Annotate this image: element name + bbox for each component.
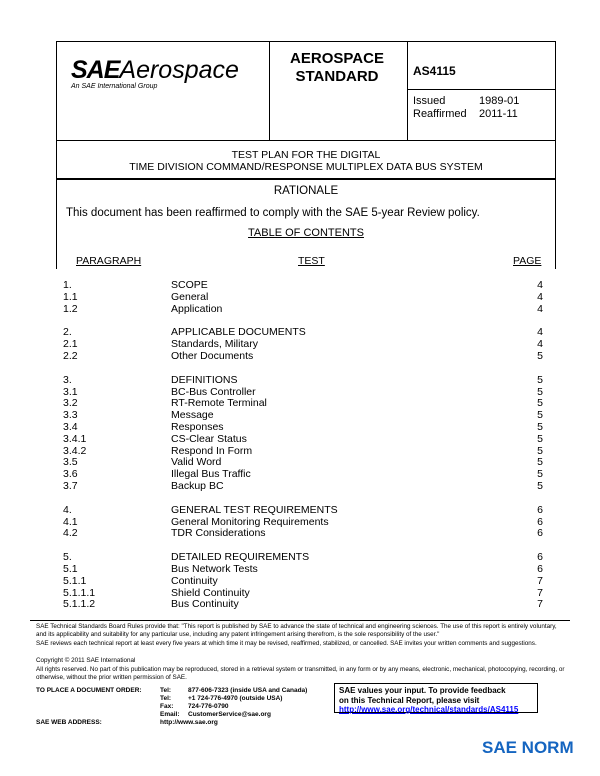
toc-row: [63, 280, 543, 291]
toc-paragraph: 1.: [63, 279, 72, 291]
toc-test: Standards, Military: [171, 338, 258, 351]
issued-date: 1989-01: [479, 95, 520, 107]
toc-page: 4: [537, 338, 543, 351]
toc-test: GENERAL TEST REQUIREMENTS: [171, 503, 338, 516]
toc-row: [63, 434, 543, 445]
toc-row: [63, 599, 543, 610]
tel-label: Tel:: [160, 687, 172, 694]
toc-paragraph: 4.2: [63, 527, 78, 540]
issued-label: Issued: [413, 95, 446, 107]
reaffirmed-date: 2011-11: [479, 108, 518, 120]
toc-row: [63, 528, 543, 539]
toc-page: 7: [537, 598, 543, 611]
rationale-heading: RATIONALE: [273, 185, 339, 197]
feedback-link[interactable]: http://www.sae.org/technical/standards/AS4115: [339, 705, 519, 714]
document-type: AEROSPACE STANDARD: [290, 50, 384, 85]
tel2-label: Tel:: [160, 695, 172, 702]
sae-norm-brand: SAE NORM: [482, 738, 574, 757]
email-value[interactable]: CustomerService@sae.org: [188, 711, 271, 718]
toc-row: [63, 564, 543, 575]
toc-row: [63, 588, 543, 599]
toc-title: TABLE OF CONTENTS: [248, 227, 364, 239]
toc-paragraph: 5.1.1: [63, 574, 87, 587]
document-number: AS4115: [413, 64, 456, 78]
toc-test: BC-Bus Controller: [171, 385, 256, 398]
order-label: TO PLACE A DOCUMENT ORDER:: [36, 687, 142, 694]
toc-row: [63, 387, 543, 398]
toc-test: SCOPE: [171, 279, 208, 291]
toc-paragraph: 1.1: [63, 290, 78, 303]
toc-row: [63, 446, 543, 457]
toc-row: [63, 481, 543, 492]
section-divider: [57, 179, 555, 180]
toc-test: TDR Considerations: [171, 527, 266, 540]
toc-page: 5: [537, 468, 543, 481]
toc-test: Valid Word: [171, 456, 222, 469]
toc-paragraph: 3.4.2: [63, 444, 87, 457]
sae-aerospace-logo: SAEAerospace: [71, 56, 239, 84]
toc-page: 5: [537, 421, 543, 433]
toc-page: 4: [537, 326, 543, 339]
toc-page: 5: [537, 432, 543, 445]
footer-review: SAE reviews each technical report at least every five years at which time it may be revised, reaffirmed, stabilized, or cancelled. SAE invites your written comments and suggestions.: [36, 640, 537, 647]
toc-test: RT-Remote Terminal: [171, 397, 267, 410]
toc-page: 4: [537, 279, 543, 291]
toc-test: DEFINITIONS: [171, 373, 238, 386]
toc-test: Respond In Form: [171, 444, 253, 457]
toc-row: [63, 304, 543, 315]
toc-page: 5: [537, 385, 543, 398]
toc-page: 5: [537, 397, 543, 410]
toc-row: [63, 576, 543, 587]
document-title: TEST PLAN FOR THE DIGITAL TIME DIVISION COMMAND/RESPONSE MULTIPLEX DATA BUS SYSTEM: [56, 141, 556, 179]
toc-row: [63, 457, 543, 468]
toc-test: Backup BC: [171, 480, 224, 492]
toc-page: 6: [537, 515, 543, 528]
tel-value: 877-606-7323 (inside USA and Canada): [188, 687, 308, 694]
footer-copyright: Copyright © 2011 SAE International: [36, 657, 136, 664]
toc-paragraph: 2.: [63, 326, 72, 339]
toc-row: [63, 410, 543, 421]
toc-page: 5: [537, 373, 543, 386]
toc-row: [63, 422, 543, 433]
web-label: SAE WEB ADDRESS:: [36, 719, 102, 726]
toc-paragraph: 3.4.1: [63, 432, 87, 445]
toc-test: Responses: [171, 421, 224, 433]
toc-row: [63, 375, 543, 386]
toc-paragraph: 3.1: [63, 385, 78, 398]
toc-test: CS-Clear Status: [171, 432, 247, 445]
toc-test: Other Documents: [171, 350, 254, 362]
toc-test: Illegal Bus Traffic: [171, 468, 251, 481]
toc-page: 5: [537, 456, 543, 469]
toc-test: Shield Continuity: [171, 586, 250, 599]
toc-paragraph: 5.1.1.1: [63, 586, 96, 599]
toc-test: General: [171, 290, 209, 303]
toc-row: [63, 327, 543, 338]
web-value[interactable]: http://www.sae.org: [160, 719, 218, 726]
toc-row: [63, 505, 543, 516]
toc-page: 7: [537, 574, 543, 587]
toc-paragraph: 3.4: [63, 421, 78, 433]
toc-paragraph: 5.: [63, 551, 72, 564]
toc-row: [63, 469, 543, 480]
toc-test: Application: [171, 302, 223, 315]
toc-test: DETAILED REQUIREMENTS: [171, 551, 310, 564]
toc-row: [63, 339, 543, 350]
toc-page: 7: [537, 586, 543, 599]
toc-paragraph: 4.: [63, 503, 72, 516]
reaffirmed-label: Reaffirmed: [413, 108, 467, 120]
toc-test: APPLICABLE DOCUMENTS: [171, 326, 306, 339]
header-divider: [407, 89, 556, 90]
toc-col-paragraph: PARAGRAPH: [76, 255, 142, 267]
toc-paragraph: 3.7: [63, 480, 78, 492]
toc-col-page: PAGE: [513, 255, 542, 267]
email-label: Email:: [160, 711, 180, 718]
rationale-text: This document has been reaffirmed to comply with the SAE 5-year Review policy.: [66, 207, 480, 219]
toc-page: 6: [537, 503, 543, 516]
toc-paragraph: 5.1: [63, 563, 78, 575]
toc-col-test: TEST: [298, 255, 325, 267]
document-header: [56, 41, 556, 141]
toc-page: 4: [537, 290, 543, 303]
toc-page: 5: [537, 409, 543, 422]
toc-row: [63, 552, 543, 563]
toc-paragraph: 3.5: [63, 456, 78, 469]
toc-page: 5: [537, 350, 543, 362]
toc-test: Message: [171, 409, 214, 422]
tel2-value: +1 724-776-4970 (outside USA): [188, 695, 283, 702]
toc-paragraph: 3.3: [63, 409, 78, 422]
toc-page: 6: [537, 563, 543, 575]
toc-page: 6: [537, 527, 543, 540]
toc-page: 5: [537, 444, 543, 457]
toc-paragraph: 5.1.1.2: [63, 598, 96, 611]
fax-value: 724-776-0790: [188, 703, 229, 710]
toc-paragraph: 2.1: [63, 338, 78, 351]
toc-paragraph: 1.2: [63, 302, 78, 315]
toc-paragraph: 3.: [63, 373, 72, 386]
toc-page: 6: [537, 551, 543, 564]
logo-subtitle: An SAE International Group: [71, 83, 158, 90]
toc-page: 5: [537, 480, 543, 492]
footer-rules: SAE Technical Standards Board Rules provide that: "This report is published by SAE to advance the state of technical and engineering sciences. The use of this report is entirely voluntary, and its applicability and suitability for any particular use, including any patent infringement arising therefrom, is the sole responsibility of the user.": [36, 623, 557, 638]
toc-test: Bus Network Tests: [171, 563, 258, 575]
toc-test: General Monitoring Requirements: [171, 515, 329, 528]
toc-paragraph: 2.2: [63, 350, 78, 362]
feedback-box: SAE values your input. To provide feedback on this Technical Report, please visit http://www.sae.org/technical/standards/AS4115: [334, 683, 538, 713]
toc-paragraph: 3.2: [63, 397, 78, 410]
toc-paragraph: 3.6: [63, 468, 78, 481]
header-divider: [269, 42, 270, 140]
toc-row: [63, 351, 543, 362]
toc-row: [63, 292, 543, 303]
toc-row: [63, 517, 543, 528]
toc-paragraph: 4.1: [63, 515, 78, 528]
footer-rights: All rights reserved. No part of this publication may be reproduced, stored in a retrieval system or transmitted, in any form or by any means, electronic, mechanical, photocopying, recording, or otherwise, without the prior written permission of SAE.: [36, 666, 565, 681]
fax-label: Fax:: [160, 703, 174, 710]
toc-page: 4: [537, 302, 543, 315]
header-divider: [407, 42, 408, 140]
toc-test: Bus Continuity: [171, 598, 239, 611]
toc-row: [63, 398, 543, 409]
toc-test: Continuity: [171, 574, 218, 587]
